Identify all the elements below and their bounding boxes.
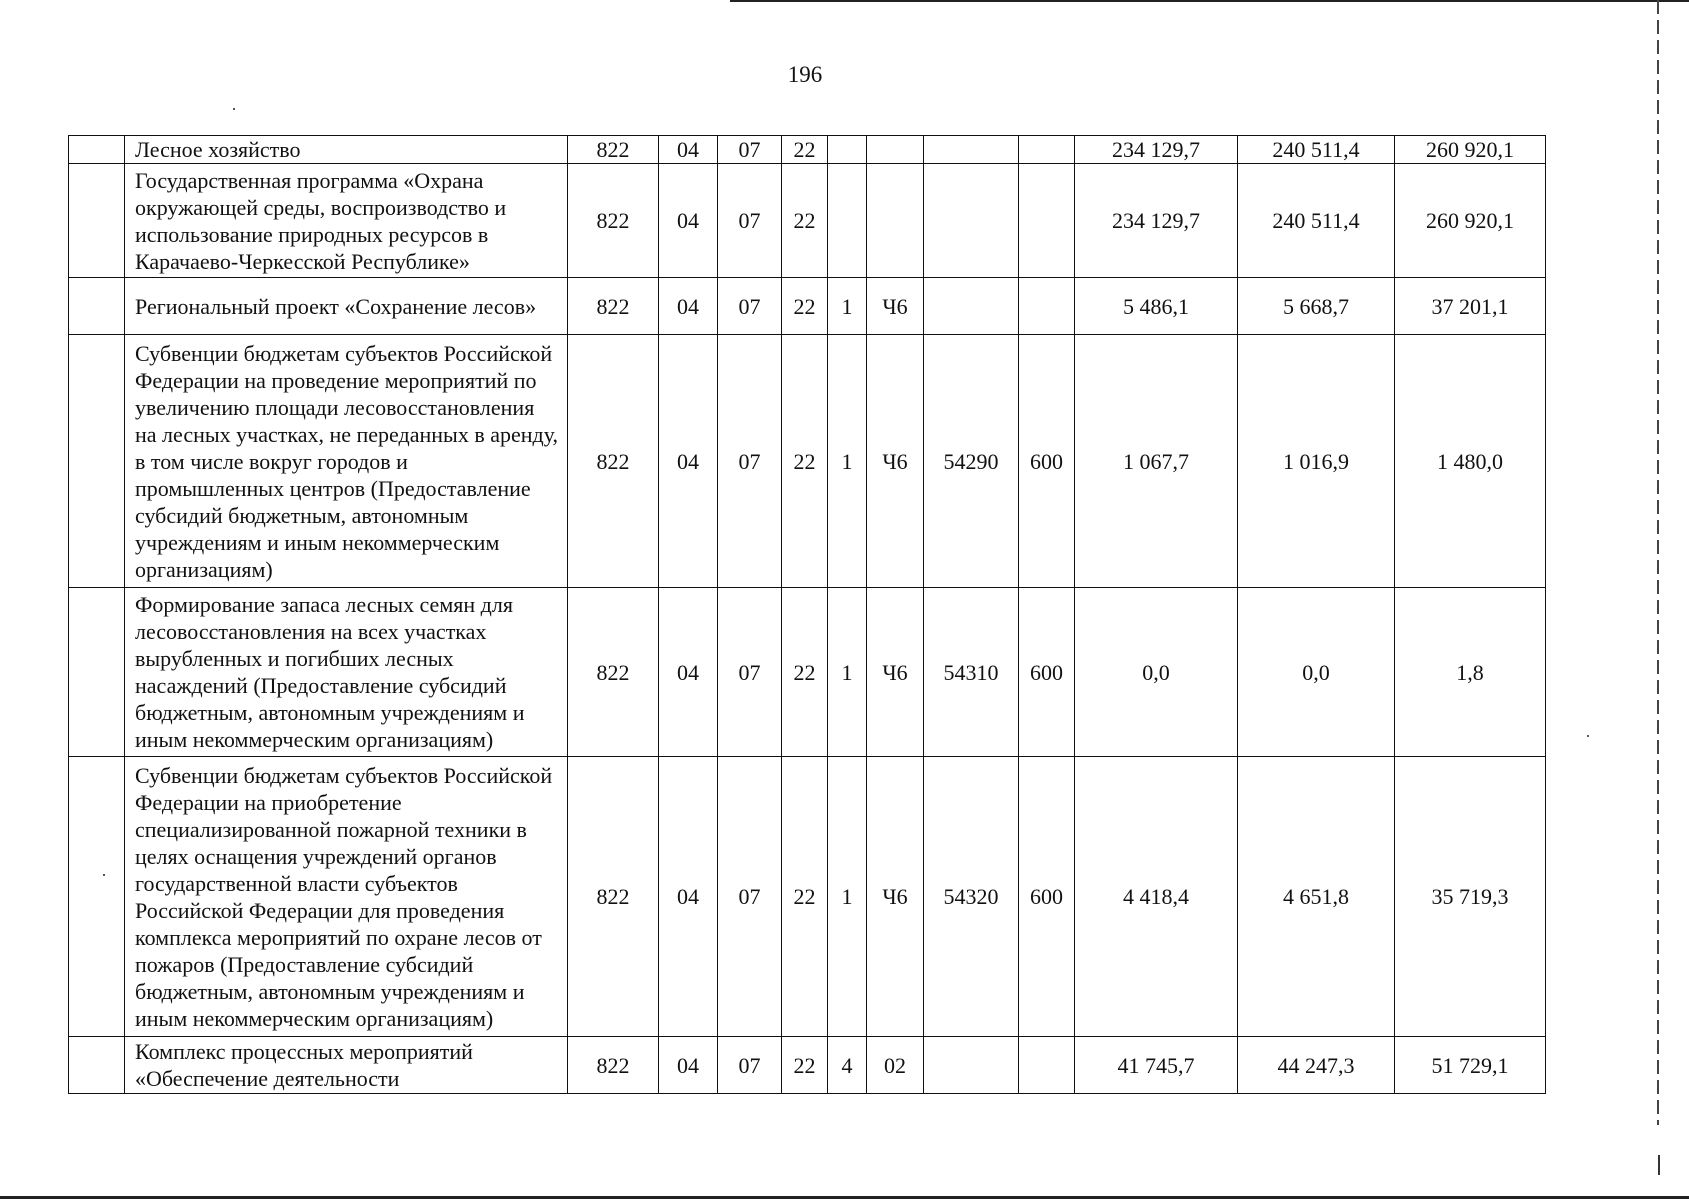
code-cs-direction [924, 164, 1019, 278]
code-cs-direction: 54290 [924, 335, 1019, 588]
row-name: Формирование запаса лесных семян для лесовосстановления на всех участках вырубленных и погибших лесных насаждений (Предоставление субсидий бюджетным, автономным учреждениям и иным некоммерческим организациям) [125, 588, 568, 757]
code-ved: 822 [568, 757, 659, 1037]
code-cs-type: 1 [828, 757, 867, 1037]
amount-year2: 44 247,3 [1238, 1037, 1395, 1094]
code-cs-project: 02 [867, 1037, 924, 1094]
code-pr: 07 [718, 136, 782, 164]
code-rz: 04 [659, 588, 718, 757]
row-name: Государственная программа «Охрана окружающей среды, воспроизводство и использование природных ресурсов в Карачаево-Черкесской Республике» [125, 164, 568, 278]
code-cs-program: 22 [782, 588, 828, 757]
code-cs-type: 4 [828, 1037, 867, 1094]
code-rz: 04 [659, 1037, 718, 1094]
code-rz: 04 [659, 136, 718, 164]
code-cs-type [828, 136, 867, 164]
code-cs-project [867, 136, 924, 164]
amount-year1: 41 745,7 [1075, 1037, 1238, 1094]
table-row [69, 757, 1546, 1037]
code-ved: 822 [568, 588, 659, 757]
code-cs-type: 1 [828, 588, 867, 757]
amount-year2: 4 651,8 [1238, 757, 1395, 1037]
amount-year1: 1 067,7 [1075, 335, 1238, 588]
row-name: Комплекс процессных мероприятий «Обеспечение деятельности [125, 1037, 568, 1094]
amount-year3: 1 480,0 [1395, 335, 1546, 588]
scan-border-bottom [0, 1196, 1689, 1199]
row-number-cell [69, 335, 125, 588]
code-cs-project: Ч6 [867, 757, 924, 1037]
row-number-cell [69, 1037, 125, 1094]
table-row [69, 136, 1546, 164]
amount-year2: 1 016,9 [1238, 335, 1395, 588]
code-cs-project [867, 164, 924, 278]
budget-table [68, 135, 1546, 1094]
code-cs-project: Ч6 [867, 588, 924, 757]
scan-border-right [1657, 0, 1659, 1125]
code-cs-direction: 54310 [924, 588, 1019, 757]
amount-year2: 240 511,4 [1238, 164, 1395, 278]
code-pr: 07 [718, 1037, 782, 1094]
code-vr [1019, 136, 1075, 164]
code-pr: 07 [718, 335, 782, 588]
code-cs-program: 22 [782, 1037, 828, 1094]
code-ved: 822 [568, 1037, 659, 1094]
scan-mark [1658, 1155, 1660, 1175]
code-cs-type: 1 [828, 278, 867, 335]
code-cs-type [828, 164, 867, 278]
amount-year2: 240 511,4 [1238, 136, 1395, 164]
amount-year3: 260 920,1 [1395, 136, 1546, 164]
amount-year3: 35 719,3 [1395, 757, 1546, 1037]
scan-speck [1587, 735, 1589, 737]
code-cs-project: Ч6 [867, 278, 924, 335]
row-name: Субвенции бюджетам субъектов Российской Федерации на приобретение специализированной пожарной техники в целях оснащения учреждений органов государственной власти субъектов Российской Федерации для проведения комплекса мероприятий по охране лесов от пожаров (Предоставление субсидий бюджетным, автономным учреждениям и иным некоммерческим организациям) [125, 757, 568, 1037]
code-ved: 822 [568, 335, 659, 588]
code-cs-direction [924, 136, 1019, 164]
code-cs-program: 22 [782, 136, 828, 164]
code-vr [1019, 1037, 1075, 1094]
code-rz: 04 [659, 164, 718, 278]
code-cs-program: 22 [782, 757, 828, 1037]
code-rz: 04 [659, 335, 718, 588]
row-name: Региональный проект «Сохранение лесов» [125, 278, 568, 335]
amount-year3: 1,8 [1395, 588, 1546, 757]
amount-year1: 234 129,7 [1075, 164, 1238, 278]
code-cs-direction [924, 1037, 1019, 1094]
table-row [69, 164, 1546, 278]
code-ved: 822 [568, 136, 659, 164]
code-pr: 07 [718, 588, 782, 757]
code-cs-project: Ч6 [867, 335, 924, 588]
row-name: Лесное хозяйство [125, 136, 568, 164]
amount-year1: 0,0 [1075, 588, 1238, 757]
page-number: 196 [787, 62, 823, 87]
row-number-cell [69, 136, 125, 164]
amount-year1: 5 486,1 [1075, 278, 1238, 335]
code-vr: 600 [1019, 588, 1075, 757]
row-number-cell [69, 164, 125, 278]
code-pr: 07 [718, 757, 782, 1037]
code-vr [1019, 164, 1075, 278]
code-ved: 822 [568, 164, 659, 278]
code-vr: 600 [1019, 757, 1075, 1037]
code-cs-program: 22 [782, 278, 828, 335]
code-vr: 600 [1019, 335, 1075, 588]
table-row [69, 335, 1546, 588]
amount-year3: 37 201,1 [1395, 278, 1546, 335]
code-pr: 07 [718, 164, 782, 278]
code-cs-type: 1 [828, 335, 867, 588]
code-pr: 07 [718, 278, 782, 335]
row-number-cell [69, 588, 125, 757]
scan-speck [233, 108, 235, 110]
amount-year2: 0,0 [1238, 588, 1395, 757]
amount-year3: 51 729,1 [1395, 1037, 1546, 1094]
row-name: Субвенции бюджетам субъектов Российской Федерации на проведение мероприятий по увеличению площади лесовосстановления на лесных участках, не переданных в аренду, в том числе вокруг городов и промышленных центров (Предоставление субсидий бюджетным, автономным учреждениям и иным некоммерческим организациям) [125, 335, 568, 588]
table-row [69, 278, 1546, 335]
code-cs-direction: 54320 [924, 757, 1019, 1037]
code-ved: 822 [568, 278, 659, 335]
row-number-cell [69, 757, 125, 1037]
code-cs-direction [924, 278, 1019, 335]
code-rz: 04 [659, 278, 718, 335]
code-cs-program: 22 [782, 335, 828, 588]
amount-year3: 260 920,1 [1395, 164, 1546, 278]
code-cs-program: 22 [782, 164, 828, 278]
amount-year2: 5 668,7 [1238, 278, 1395, 335]
table-row [69, 1037, 1546, 1094]
amount-year1: 234 129,7 [1075, 136, 1238, 164]
code-rz: 04 [659, 757, 718, 1037]
scan-border-top [730, 0, 1689, 2]
row-number-cell [69, 278, 125, 335]
amount-year1: 4 418,4 [1075, 757, 1238, 1037]
table-row [69, 588, 1546, 757]
code-vr [1019, 278, 1075, 335]
